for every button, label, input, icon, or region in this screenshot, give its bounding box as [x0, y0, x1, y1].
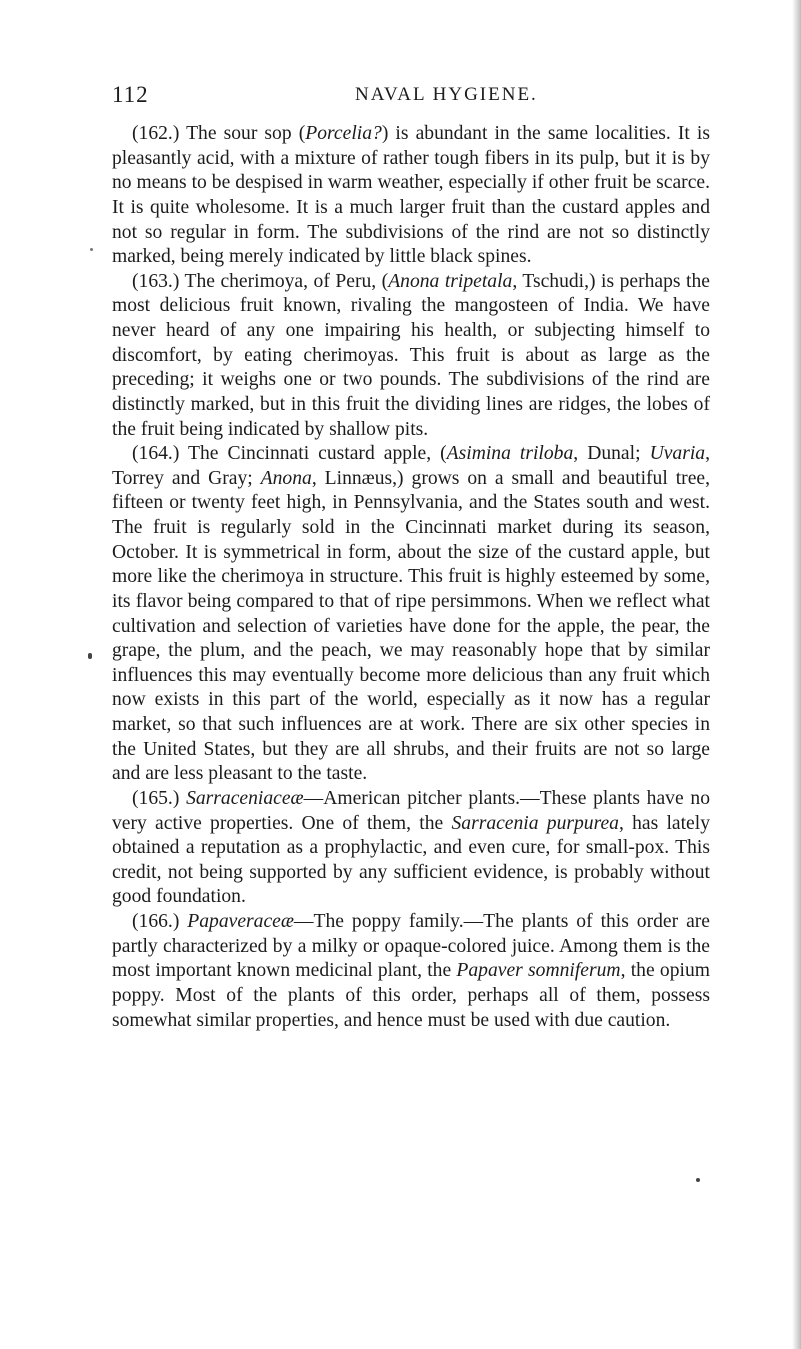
paragraph-164-cincinnati-custard-apple: (164.) The Cincinnati custard apple, (Asimina triloba, Dunal; Uvaria, Torrey and Gray; Anona, Linnæus,) grows on a small and beautiful tree, fifteen or twenty feet high, in Pennsylvania, and the States south and west. The fruit is regularly sold in the Cincinnati market during its season, October. It is symmetrical in form, about the size of the custard apple, but more like the cherimoya in structure. This fruit is highly esteemed by some, its flavor being compared to that of ripe persimmons. When we reflect what cultivation and selection of varieties have done for the apple, the pear, the grape, the plum, and the peach, we may reasonably hope that by similar influences this may eventually become more delicious than any fruit which now exists in this part of the world, especially as it now has a regular market, so that such influences are at work. There are six other species in the United States, but they are all shrubs, and their fruits are not so large and are less pleasant to the taste. [112, 443, 710, 785]
ink-speck [90, 248, 93, 251]
paragraph-162-sour-sop: (162.) The sour sop (Porcelia?) is abundant in the same localities. It is pleasantly acid, with a mixture of rather tough fibers in its pulp, but it is by no means to be despised in warm weather, especially if other fruit be scarce. It is quite wholesome. It is a much larger fruit than the custard apples and not so regular in form. The subdivisions of the rind are not so distinctly marked, being merely indicated by little black spines. [112, 123, 710, 268]
paragraph-165-sarraceniaceae: (165.) Sarraceniaceæ—American pitcher plants.—These plants have no very active properties. One of them, the Sarracenia purpurea, has lately obtained a reputation as a prophylactic, and even cure, for small-pox. This credit, not being supported by any sufficient evidence, is probably without good foundation. [112, 787, 710, 908]
page-header [112, 82, 712, 112]
ink-speck [696, 1178, 700, 1182]
page-number: 112 [112, 82, 149, 107]
paragraph-166-papaveraceae: (166.) Papaveraceæ—The poppy family.—The plants of this order are partly characterized by a milky or opaque-colored juice. Among them is the most important known medicinal plant, the Papaver somniferum, the opium poppy. Most of the plants of this order, perhaps all of them, possess somewhat similar properties, and hence must be used with due caution. [112, 911, 710, 1031]
ink-speck [88, 653, 92, 659]
body-text [112, 122, 710, 1033]
paragraph-163-cherimoya: (163.) The cherimoya, of Peru, (Anona tripetala, Tschudi,) is perhaps the most delicious fruit known, rivaling the mangosteen of India. We have never heard of any one impairing his health, or subjecting himself to discomfort, by eating cherimoyas. This fruit is about as large as the preceding; it weighs one or two pounds. The subdivisions of the rind are distinctly marked, but in this fruit the dividing lines are ridges, the lobes of the fruit being indicated by shallow pits. [112, 270, 710, 440]
page-edge-shadow [792, 0, 801, 1349]
running-head: NAVAL HYGIENE. [355, 84, 538, 105]
